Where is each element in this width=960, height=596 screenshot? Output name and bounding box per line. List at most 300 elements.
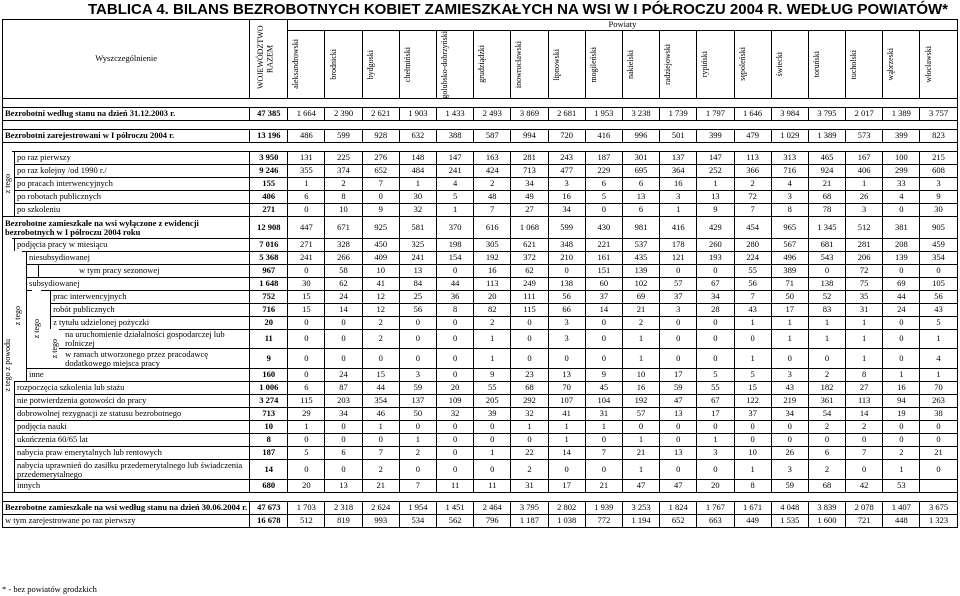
- header-powiaty: Powiaty: [288, 20, 957, 31]
- row-cell: 115: [288, 395, 325, 408]
- row-cell: 3 795: [808, 108, 845, 121]
- row-total: 12 908: [250, 217, 288, 239]
- row-cell: 0: [660, 265, 697, 278]
- row-cell: 0: [697, 421, 734, 434]
- row-cell: 67: [697, 395, 734, 408]
- row-cell: 484: [399, 165, 436, 178]
- row-cell: 32: [511, 408, 548, 421]
- row-cell: 44: [437, 278, 474, 291]
- row-cell: 1: [622, 349, 659, 369]
- row-cell: 0: [697, 460, 734, 480]
- row-cell: 1 407: [883, 502, 920, 515]
- row-cell: 5: [288, 447, 325, 460]
- row-cell: 370: [437, 217, 474, 239]
- row-cell: 2 464: [474, 502, 511, 515]
- row-cell: 39: [474, 408, 511, 421]
- row-cell: 113: [474, 278, 511, 291]
- row-cell: 0: [734, 330, 771, 349]
- row-cell: 681: [808, 239, 845, 252]
- row-cell: 0: [734, 434, 771, 447]
- row-label: Bezrobotne zamieszkałe na wsi wyłączone z ewidencji bezrobotnych w I półroczu 2004 roku: [3, 217, 250, 239]
- row-cell: 70: [548, 382, 585, 395]
- row-cell: 6: [622, 178, 659, 191]
- header-county: toruński: [808, 30, 845, 99]
- row-cell: 14: [846, 408, 883, 421]
- row-label: ukończenia 60/65 lat: [15, 434, 250, 447]
- row-cell: 23: [511, 369, 548, 382]
- row-label: na uruchomienie działalności gospodarczej lub rolniczej: [51, 330, 250, 349]
- row-cell: 17: [771, 304, 808, 317]
- row-cell: 16: [622, 382, 659, 395]
- row-cell: 60: [585, 278, 622, 291]
- row-cell: 1 389: [808, 130, 845, 143]
- row-cell: 266: [325, 252, 362, 265]
- row-cell: 7: [846, 447, 883, 460]
- row-cell: 1: [808, 330, 845, 349]
- table-row: [3, 304, 958, 317]
- row-cell: 1: [548, 421, 585, 434]
- row-cell: 14: [585, 304, 622, 317]
- side-label-z-tego-1: z tego: [3, 151, 12, 216]
- row-cell: 0: [437, 421, 474, 434]
- row-cell: 0: [511, 317, 548, 330]
- row-cell: 10: [622, 369, 659, 382]
- row-cell: 47: [622, 480, 659, 493]
- row-cell: 1: [697, 434, 734, 447]
- row-cell: 0: [883, 317, 920, 330]
- row-label: prac interwencyjnych: [51, 291, 250, 304]
- row-cell: 1: [548, 434, 585, 447]
- row-cell: 53: [883, 480, 920, 493]
- row-cell: 131: [288, 152, 325, 165]
- row-cell: 3: [697, 447, 734, 460]
- row-total: 713: [250, 408, 288, 421]
- row-cell: 388: [437, 130, 474, 143]
- row-cell: 0: [288, 265, 325, 278]
- row-cell: 5: [734, 369, 771, 382]
- row-cell: 62: [325, 278, 362, 291]
- row-cell: 281: [846, 239, 883, 252]
- row-cell: 354: [920, 252, 957, 265]
- table-row: [3, 239, 958, 252]
- row-cell: 71: [771, 278, 808, 291]
- row-cell: 57: [622, 408, 659, 421]
- row-cell: 0: [474, 434, 511, 447]
- side-label-z-tego-2: z tego: [13, 251, 22, 381]
- row-label: w tym pracy sezonowej: [39, 265, 250, 278]
- row-cell: 56: [734, 278, 771, 291]
- row-cell: 0: [585, 349, 622, 369]
- table-title: TABLICA 4. BILANS BEZROBOTNYCH KOBIET ZAMIESZKAŁYCH NA WSI W I PÓŁROCZU 2004 R. WEDŁUG POWIATÓW*: [88, 1, 948, 18]
- row-cell: 45: [585, 382, 622, 395]
- row-cell: 1: [846, 330, 883, 349]
- row-cell: 3: [548, 330, 585, 349]
- table-row: [3, 265, 958, 278]
- row-cell: 10: [325, 204, 362, 217]
- row-cell: 0: [846, 460, 883, 480]
- table-row: [3, 515, 958, 528]
- row-cell: 4: [437, 178, 474, 191]
- row-cell: 17: [660, 369, 697, 382]
- row-cell: 3 984: [771, 108, 808, 121]
- spacer-row: [3, 121, 958, 130]
- row-cell: 406: [846, 165, 883, 178]
- table-row: [3, 278, 958, 291]
- row-cell: 67: [697, 278, 734, 291]
- row-label: dobrowolnej rezygnacji ze statusu bezrobotnego: [15, 408, 250, 421]
- row-cell: 965: [771, 217, 808, 239]
- row-cell: 7: [585, 447, 622, 460]
- row-cell: 501: [660, 130, 697, 143]
- row-label: inne: [27, 369, 250, 382]
- row-cell: 276: [362, 152, 399, 165]
- row-cell: 113: [846, 395, 883, 408]
- row-cell: 105: [920, 278, 957, 291]
- row-cell: 42: [846, 480, 883, 493]
- row-cell: 424: [474, 165, 511, 178]
- row-cell: 241: [437, 165, 474, 178]
- row-cell: 0: [474, 460, 511, 480]
- row-total: 13 196: [250, 130, 288, 143]
- row-cell: 215: [920, 152, 957, 165]
- row-cell: 2 681: [548, 108, 585, 121]
- row-cell: 2: [362, 317, 399, 330]
- header-county: golubsko-dobrzyński: [437, 30, 474, 99]
- row-cell: 1: [474, 330, 511, 349]
- row-cell: 9: [920, 191, 957, 204]
- row-cell: 1: [846, 317, 883, 330]
- row-label: Bezrobotni zarejestrowani w I półroczu 2004 r.: [3, 130, 250, 143]
- row-cell: 1: [771, 317, 808, 330]
- row-cell: 0: [883, 349, 920, 369]
- row-cell: 13: [548, 369, 585, 382]
- row-cell: 249: [511, 278, 548, 291]
- row-cell: 0: [697, 330, 734, 349]
- row-cell: 0: [288, 460, 325, 480]
- row-cell: 2: [808, 369, 845, 382]
- row-cell: 94: [883, 395, 920, 408]
- row-cell: 0: [697, 317, 734, 330]
- row-cell: 0: [511, 330, 548, 349]
- row-cell: 905: [920, 217, 957, 239]
- row-cell: 3 238: [622, 108, 659, 121]
- row-cell: 206: [846, 252, 883, 265]
- row-cell: 58: [325, 265, 362, 278]
- row-cell: 16: [883, 382, 920, 395]
- row-label: po szkoleniu: [15, 204, 250, 217]
- row-cell: 15: [734, 382, 771, 395]
- row-cell: 5: [437, 191, 474, 204]
- row-cell: 450: [362, 239, 399, 252]
- row-cell: 981: [622, 217, 659, 239]
- row-cell: 7: [362, 178, 399, 191]
- row-total: 187: [250, 447, 288, 460]
- row-cell: 243: [548, 152, 585, 165]
- row-cell: 534: [399, 515, 436, 528]
- row-cell: 5: [920, 317, 957, 330]
- row-cell: 47: [660, 395, 697, 408]
- row-cell: 11: [474, 480, 511, 493]
- row-cell: 996: [622, 130, 659, 143]
- row-cell: 1 600: [808, 515, 845, 528]
- row-cell: 6: [288, 191, 325, 204]
- row-cell: 137: [399, 395, 436, 408]
- row-cell: 2: [399, 447, 436, 460]
- row-cell: 34: [325, 408, 362, 421]
- row-cell: 0: [808, 265, 845, 278]
- row-cell: 0: [437, 369, 474, 382]
- row-cell: 20: [437, 382, 474, 395]
- row-cell: 37: [734, 408, 771, 421]
- row-cell: 447: [288, 217, 325, 239]
- table-row: [3, 291, 958, 304]
- row-cell: 663: [697, 515, 734, 528]
- row-cell: 0: [399, 349, 436, 369]
- row-cell: 721: [846, 515, 883, 528]
- table-row: [3, 178, 958, 191]
- row-label: podjęcia nauki: [15, 421, 250, 434]
- row-cell: 3 795: [511, 502, 548, 515]
- row-total: 1 006: [250, 382, 288, 395]
- row-cell: 0: [585, 204, 622, 217]
- header-county: wąbrzeski: [883, 30, 920, 99]
- row-cell: 924: [808, 165, 845, 178]
- row-cell: 409: [362, 252, 399, 265]
- row-cell: 271: [288, 239, 325, 252]
- row-cell: 496: [771, 252, 808, 265]
- row-cell: 154: [437, 252, 474, 265]
- row-cell: 1: [399, 178, 436, 191]
- row-cell: 448: [883, 515, 920, 528]
- row-cell: 241: [399, 252, 436, 265]
- row-cell: 12: [362, 291, 399, 304]
- row-cell: 1: [585, 421, 622, 434]
- table-row: [3, 434, 958, 447]
- header-county: świecki: [771, 30, 808, 99]
- row-cell: 1: [846, 349, 883, 369]
- row-cell: 107: [548, 395, 585, 408]
- row-cell: 477: [548, 165, 585, 178]
- row-cell: 0: [808, 349, 845, 369]
- row-cell: 1 671: [734, 502, 771, 515]
- row-cell: 75: [846, 278, 883, 291]
- row-cell: 178: [660, 239, 697, 252]
- row-cell: 2 802: [548, 502, 585, 515]
- row-cell: 2 390: [325, 108, 362, 121]
- row-cell: 20: [474, 291, 511, 304]
- row-cell: 59: [399, 382, 436, 395]
- row-cell: 361: [808, 395, 845, 408]
- row-cell: 9: [362, 204, 399, 217]
- row-cell: 8: [846, 369, 883, 382]
- row-cell: 260: [697, 239, 734, 252]
- row-cell: 210: [548, 252, 585, 265]
- row-cell: 1 323: [920, 515, 957, 528]
- row-cell: 2: [734, 178, 771, 191]
- header-county: inowrocławski: [511, 30, 548, 99]
- row-cell: 72: [846, 265, 883, 278]
- spacer-row: [3, 493, 958, 502]
- row-cell: 621: [511, 239, 548, 252]
- row-cell: 47: [660, 480, 697, 493]
- row-cell: 192: [474, 252, 511, 265]
- row-cell: 0: [437, 447, 474, 460]
- table-row: [3, 480, 958, 493]
- row-total: 47 385: [250, 108, 288, 121]
- side-label-z-tego-4: z tego: [50, 329, 59, 368]
- row-cell: 0: [325, 434, 362, 447]
- row-cell: 1: [622, 460, 659, 480]
- row-cell: 56: [399, 304, 436, 317]
- row-cell: 56: [920, 291, 957, 304]
- table-row: [3, 191, 958, 204]
- row-cell: 16: [548, 191, 585, 204]
- row-cell: 9: [697, 204, 734, 217]
- row-cell: 1: [660, 204, 697, 217]
- row-total: 716: [250, 304, 288, 317]
- row-cell: 3 675: [920, 502, 957, 515]
- row-total: 680: [250, 480, 288, 493]
- row-cell: 34: [548, 204, 585, 217]
- row-cell: 2: [474, 178, 511, 191]
- header-county: bydgoski: [362, 30, 399, 99]
- row-cell: 31: [585, 408, 622, 421]
- row-cell: 16: [474, 265, 511, 278]
- table-row: [3, 349, 958, 369]
- row-cell: 348: [548, 239, 585, 252]
- row-cell: 1 824: [660, 502, 697, 515]
- row-cell: 41: [548, 408, 585, 421]
- row-cell: 652: [362, 165, 399, 178]
- row-total: 7 016: [250, 239, 288, 252]
- row-cell: 113: [734, 152, 771, 165]
- row-cell: 435: [622, 252, 659, 265]
- table-row: [3, 317, 958, 330]
- row-cell: 7: [399, 480, 436, 493]
- row-cell: 147: [697, 152, 734, 165]
- row-cell: 925: [362, 217, 399, 239]
- row-cell: 280: [734, 239, 771, 252]
- row-cell: 24: [883, 304, 920, 317]
- row-cell: 5: [697, 369, 734, 382]
- row-cell: 0: [437, 317, 474, 330]
- row-cell: 7: [474, 204, 511, 217]
- row-cell: 0: [437, 265, 474, 278]
- row-cell: 34: [771, 408, 808, 421]
- header-county: chełmiński: [399, 30, 436, 99]
- row-total: 9 246: [250, 165, 288, 178]
- row-cell: 3 839: [808, 502, 845, 515]
- row-cell: 720: [548, 130, 585, 143]
- row-label: subsydiowanej: [27, 278, 250, 291]
- row-cell: 30: [399, 191, 436, 204]
- row-cell: 6: [622, 204, 659, 217]
- row-cell: 0: [362, 349, 399, 369]
- row-cell: 1: [288, 421, 325, 434]
- row-cell: 355: [288, 165, 325, 178]
- row-cell: 1: [511, 421, 548, 434]
- row-cell: 151: [585, 265, 622, 278]
- header-county: lipnowski: [548, 30, 585, 99]
- row-total: 20: [250, 317, 288, 330]
- row-cell: 1 703: [288, 502, 325, 515]
- row-cell: 994: [511, 130, 548, 143]
- row-cell: 1: [846, 178, 883, 191]
- row-cell: 13: [399, 265, 436, 278]
- row-cell: 17: [697, 408, 734, 421]
- row-cell: 41: [362, 278, 399, 291]
- row-cell: 2: [808, 460, 845, 480]
- row-label: w tym zarejestrowane po raz pierwszy: [3, 515, 250, 528]
- row-cell: 50: [771, 291, 808, 304]
- row-cell: 0: [399, 330, 436, 349]
- row-label: podjęcia pracy w miesiącu: [15, 239, 250, 252]
- row-cell: 430: [585, 217, 622, 239]
- row-cell: 1 535: [771, 515, 808, 528]
- row-cell: 2: [511, 460, 548, 480]
- header-woj: WOJEWÓDZTWO RAZEM: [250, 20, 288, 99]
- row-cell: 281: [511, 152, 548, 165]
- row-cell: 44: [883, 291, 920, 304]
- row-cell: 0: [288, 330, 325, 349]
- row-cell: 0: [771, 421, 808, 434]
- row-cell: 0: [399, 460, 436, 480]
- row-cell: 479: [734, 130, 771, 143]
- row-cell: 137: [660, 152, 697, 165]
- row-cell: 6: [325, 447, 362, 460]
- row-cell: 3 253: [622, 502, 659, 515]
- row-cell: 772: [585, 515, 622, 528]
- row-cell: 104: [585, 395, 622, 408]
- row-cell: 8: [437, 304, 474, 317]
- row-cell: 2: [808, 421, 845, 434]
- side-label-z-tego-z-powodu: z tego z powodu: [3, 238, 12, 492]
- row-cell: 1 451: [437, 502, 474, 515]
- row-cell: 3: [771, 191, 808, 204]
- row-total: 406: [250, 191, 288, 204]
- row-cell: 2: [622, 317, 659, 330]
- row-cell: 381: [883, 217, 920, 239]
- row-cell: 399: [883, 130, 920, 143]
- row-total: 1 648: [250, 278, 288, 291]
- spacer-row: [3, 143, 958, 152]
- row-cell: 1: [697, 178, 734, 191]
- row-cell: 305: [474, 239, 511, 252]
- row-cell: 0: [511, 434, 548, 447]
- row-cell: 48: [474, 191, 511, 204]
- row-cell: 59: [660, 382, 697, 395]
- row-total: 8: [250, 434, 288, 447]
- row-label: niesubsydiowanej: [27, 252, 250, 265]
- row-cell: 32: [399, 204, 436, 217]
- row-cell: 102: [622, 278, 659, 291]
- header-county: aleksandrowski: [288, 30, 325, 99]
- row-cell: 1 797: [697, 108, 734, 121]
- header-county: nakielski: [622, 30, 659, 99]
- row-cell: 486: [288, 130, 325, 143]
- row-cell: 13: [622, 191, 659, 204]
- row-cell: 192: [622, 395, 659, 408]
- row-cell: 366: [734, 165, 771, 178]
- row-cell: 37: [660, 291, 697, 304]
- row-cell: 0: [288, 369, 325, 382]
- header-county: tucholski: [846, 30, 883, 99]
- row-cell: 823: [920, 130, 957, 143]
- row-cell: 148: [399, 152, 436, 165]
- table-row: [3, 165, 958, 178]
- table-row: [3, 502, 958, 515]
- row-cell: 1 767: [697, 502, 734, 515]
